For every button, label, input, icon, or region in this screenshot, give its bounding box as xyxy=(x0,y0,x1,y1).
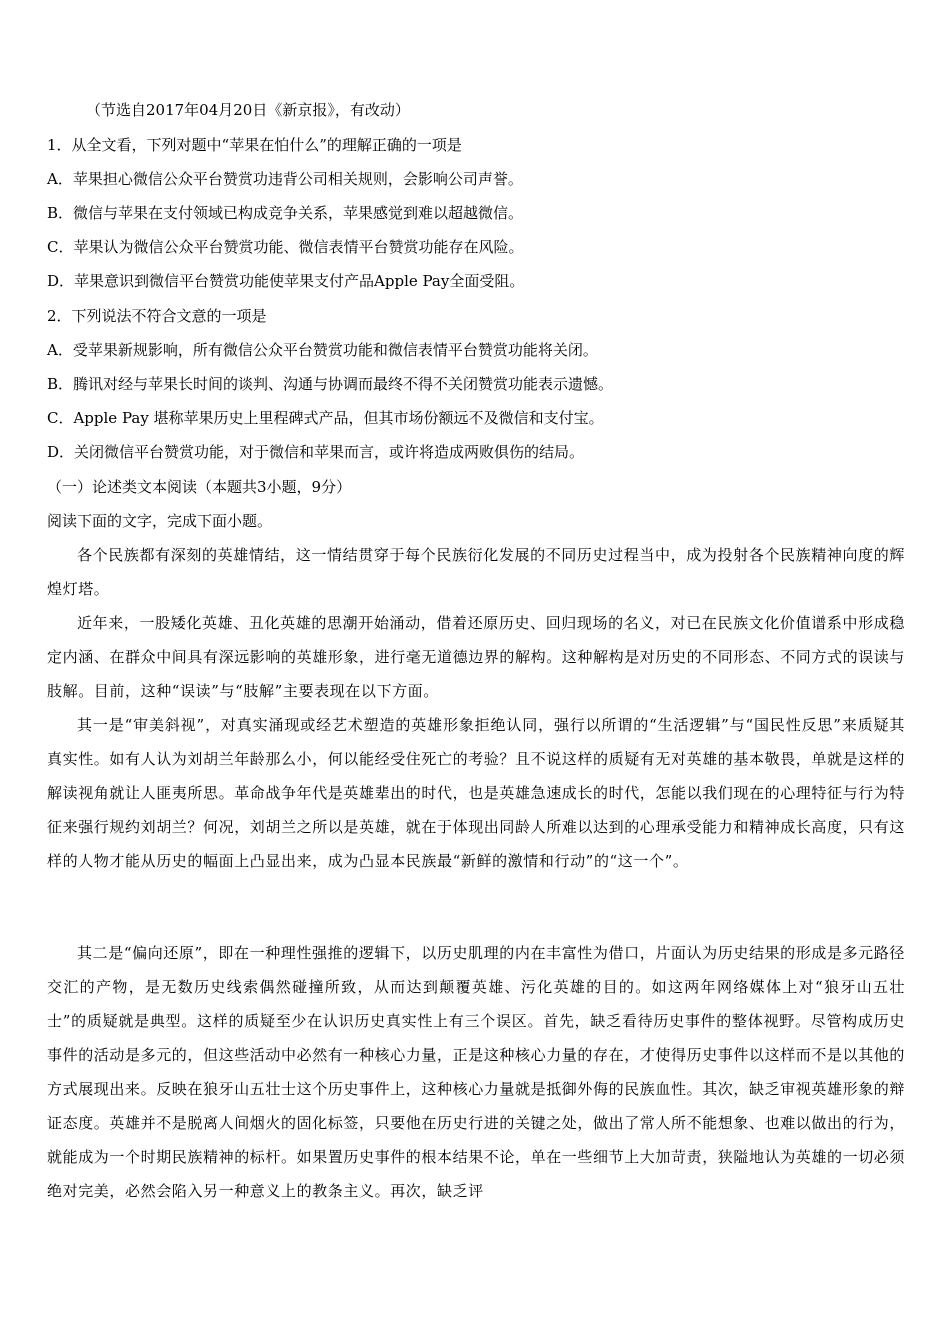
question-1-option-d: D．苹果意识到微信平台赞赏功能使苹果支付产品Apple Pay全面受阻。 xyxy=(47,272,525,290)
question-1-option-b: B．微信与苹果在支付领域已构成竞争关系，苹果感觉到难以超越微信。 xyxy=(47,204,524,222)
question-2-option-a: A．受苹果新规影响，所有微信公众平台赞赏功能和微信表情平台赞赏功能将关闭。 xyxy=(47,341,598,359)
question-2-option-d: D．关闭微信平台赞赏功能，对于微信和苹果而言，或许将造成两败俱伤的结局。 xyxy=(47,443,585,461)
question-1-option-a: A．苹果担心微信公众平台赞赏功违背公司相关规则，会影响公司声誉。 xyxy=(47,170,523,188)
question-1-stem: 1．从全文看，下列对题中“苹果在怕什么”的理解正确的一项是 xyxy=(47,136,462,154)
paragraph-4: 其二是“偏向还原”，即在一种理性强推的逻辑下，以历史肌理的内在丰富性为借口，片面认为历史结果的形成是多元路径交汇的产物，是无数历史线索偶然碰撞所致，从而达到颠覆英雄、污化英雄的目的。如这两年网络媒体上对“狼牙山五壮士”的质疑就是典型。这样的质疑至少在认识历史真实性上有三个误区。首先，缺乏看待历史事件的整体视野。尽管构成历史事件的活动是多元的，但这些活动中必然有一种核心力量，正是这种核心力量的存在，才使得历史事件以这样而不是以其他的方式展现出来。反映在狼牙山五壮士这个历史事件上，这种核心力量就是抵御外侮的民族血性。其次，缺乏审视英雄形象的辩证态度。英雄并不是脱离人间烟火的固化标签，只要他在历史行进的关键之处，做出了常人所不能想象、也难以做出的行为，就能成为一个时期民族精神的标杆。如果置历史事件的根本结果不论，单在一些细节上大加苛责，狭隘地认为英雄的一切必须绝对完美，必然会陷入另一种意义上的教条主义。再次，缺乏评 xyxy=(47,944,906,1200)
section-heading: （一）论述类文本阅读（本题共3小题，9分） xyxy=(47,478,352,496)
question-2-option-c: C．Apple Pay 堪称苹果历史上里程碑式产品，但其市场份额远不及微信和支付宝。 xyxy=(47,409,604,427)
paragraph-3: 其一是“审美斜视”，对真实涌现或经艺术塑造的英雄形象拒绝认同，强行以所谓的“生活逻辑”与“国民性反思”来质疑其真实性。如有人认为刘胡兰年龄那么小，何以能经受住死亡的考验？且不说这样的质疑有无对英雄的基本敬畏，单就是这样的解读视角就让人匪夷所思。革命战争年代是英雄辈出的时代，也是英雄急速成长的时代，怎能以我们现在的心理特征与行为特征来强行规约刘胡兰？何况，刘胡兰之所以是英雄，就在于体现出同龄人所难以达到的心理承受能力和精神成长高度，只有这样的人物才能从历史的幅面上凸显出来，成为凸显本民族最“新鲜的激情和行动”的“这一个”。 xyxy=(47,716,906,870)
reading-instruction: 阅读下面的文字，完成下面小题。 xyxy=(47,512,273,530)
question-2-stem: 2．下列说法不符合文意的一项是 xyxy=(47,307,267,325)
paragraph-2: 近年来，一股矮化英雄、丑化英雄的思潮开始涌动，借着还原历史、回归现场的名义，对已在民族文化价值谱系中形成稳定内涵、在群众中间具有深远影响的英雄形象，进行毫无道德边界的解构。这种解构是对历史的不同形态、不同方式的误读与肢解。目前，这种“误读”与“肢解”主要表现在以下方面。 xyxy=(47,614,906,700)
question-1-option-c: C．苹果认为微信公众平台赞赏功能、微信表情平台赞赏功能存在风险。 xyxy=(47,238,524,256)
source-note: （节选自2017年04月20日《新京报》，有改动） xyxy=(86,101,410,119)
question-2-option-b: B．腾讯对经与苹果长时间的谈判、沟通与协调而最终不得不关闭赞赏功能表示遗憾。 xyxy=(47,375,614,393)
paragraph-1: 各个民族都有深刻的英雄情结，这一情结贯穿于每个民族衍化发展的不同历史过程当中，成为投射各个民族精神向度的辉煌灯塔。 xyxy=(47,546,905,598)
